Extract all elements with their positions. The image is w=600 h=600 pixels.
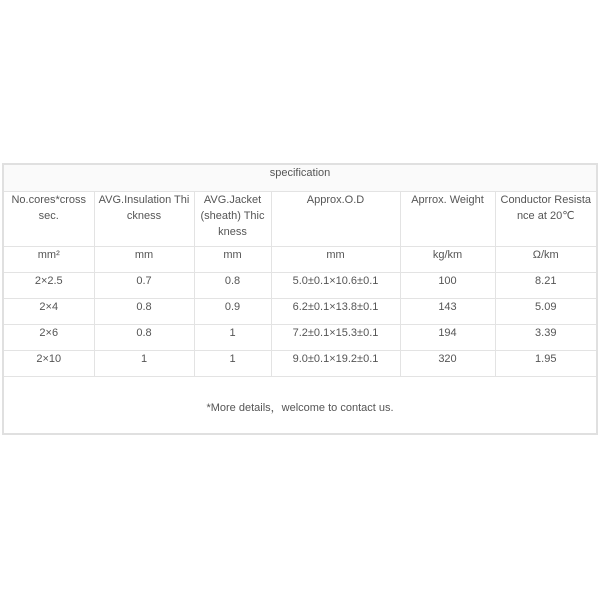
specification-block bbox=[2, 163, 598, 435]
table-title: specification bbox=[4, 165, 596, 192]
table-cell: 194 bbox=[400, 325, 495, 351]
table-cell: 3.39 bbox=[495, 325, 596, 351]
table-cell: 5.09 bbox=[495, 299, 596, 325]
table-cell: 5.0±0.1×10.6±0.1 bbox=[271, 273, 400, 299]
header-insulation-thickness: AVG.Insulation Thickness bbox=[94, 192, 194, 247]
unit-cell: mm bbox=[194, 247, 271, 273]
table-cell: 0.9 bbox=[194, 299, 271, 325]
table-cell: 1 bbox=[194, 351, 271, 377]
table-unit-row bbox=[4, 247, 596, 273]
unit-cell: kg/km bbox=[400, 247, 495, 273]
table-cell: 8.21 bbox=[495, 273, 596, 299]
header-cores-cross-section: No.cores*cross sec. bbox=[4, 192, 94, 247]
table-cell: 100 bbox=[400, 273, 495, 299]
table-cell: 320 bbox=[400, 351, 495, 377]
table-cell: 2×6 bbox=[4, 325, 94, 351]
table-cell: 1 bbox=[94, 351, 194, 377]
table-cell: 1.95 bbox=[495, 351, 596, 377]
table-cell: 6.2±0.1×13.8±0.1 bbox=[271, 299, 400, 325]
table-header-row bbox=[4, 192, 596, 247]
header-weight: Aprrox. Weight bbox=[400, 192, 495, 247]
unit-cell: mm² bbox=[4, 247, 94, 273]
unit-cell: Ω/km bbox=[495, 247, 596, 273]
table-title-row bbox=[4, 165, 596, 192]
table-row bbox=[4, 299, 596, 325]
table-row bbox=[4, 273, 596, 299]
header-jacket-thickness: AVG.Jacket (sheath) Thickness bbox=[194, 192, 271, 247]
header-resistance: Conductor Resistance at 20℃ bbox=[495, 192, 596, 247]
table-cell: 0.8 bbox=[194, 273, 271, 299]
table-cell: 2×10 bbox=[4, 351, 94, 377]
table-cell: 0.7 bbox=[94, 273, 194, 299]
table-row bbox=[4, 325, 596, 351]
table-cell: 0.8 bbox=[94, 299, 194, 325]
table-cell: 9.0±0.1×19.2±0.1 bbox=[271, 351, 400, 377]
table-cell: 0.8 bbox=[94, 325, 194, 351]
unit-cell: mm bbox=[271, 247, 400, 273]
table-cell: 143 bbox=[400, 299, 495, 325]
table-row bbox=[4, 351, 596, 377]
contact-note: *More details，welcome to contact us. bbox=[206, 402, 394, 414]
unit-cell: mm bbox=[94, 247, 194, 273]
specification-table bbox=[4, 165, 596, 377]
table-cell: 2×4 bbox=[4, 299, 94, 325]
table-cell: 7.2±0.1×15.3±0.1 bbox=[271, 325, 400, 351]
table-cell: 2×2.5 bbox=[4, 273, 94, 299]
header-outer-diameter: Approx.O.D bbox=[271, 192, 400, 247]
table-cell: 1 bbox=[194, 325, 271, 351]
